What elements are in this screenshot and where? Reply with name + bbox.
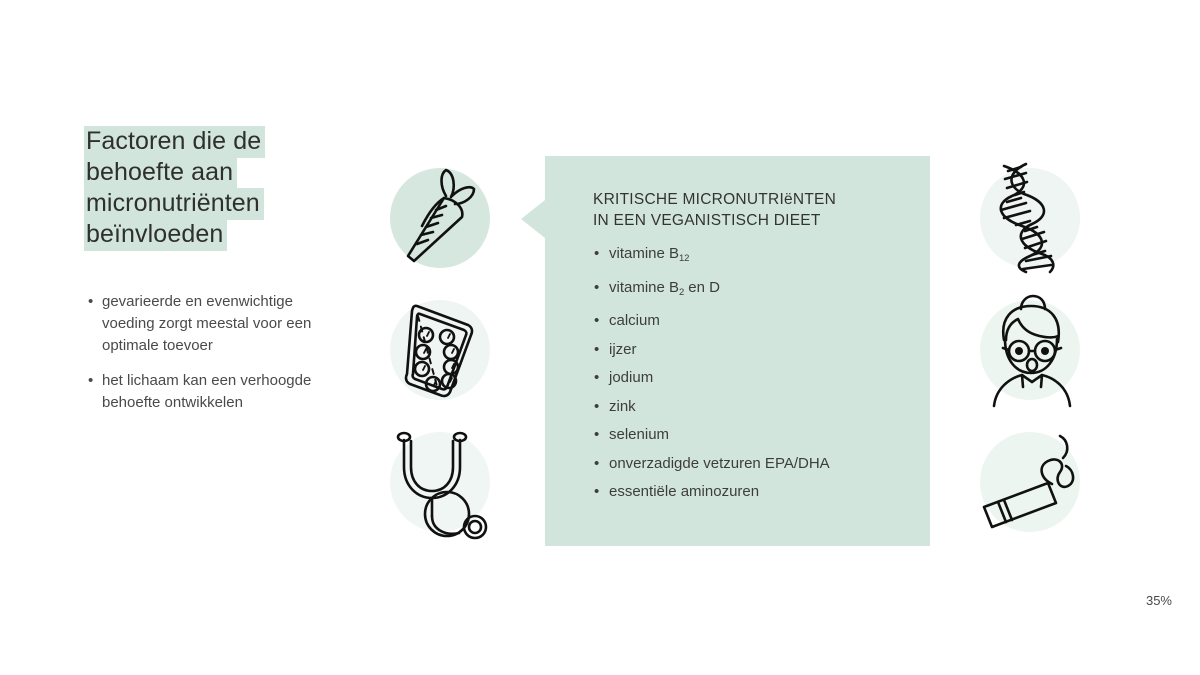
bullet-marker: • [594,426,600,443]
list-item-subscript: 12 [679,253,690,264]
bullet-marker: • [594,278,600,296]
title-line-2: behoefte aan [84,157,324,188]
bullet-marker: • [594,369,600,386]
pills-blister-icon-art [384,292,496,408]
pills-blister-icon [390,300,490,400]
list-item [593,397,913,417]
list-item-label: het lichaam kan een verhoogde behoefte ontwikkelen [102,372,312,411]
list-item-label: vitamine B [609,245,680,262]
carrot-icon [390,168,490,268]
panel-heading-line-2: IN EEN VEGANISTISCH DIEET [593,212,821,229]
list-item-label: jodium [609,369,654,386]
list-item-label: zink [609,397,636,415]
list-item [86,291,316,357]
bullet-marker: • [594,397,600,415]
cigarette-smoke-icon-art [974,424,1086,540]
dna-helix-icon-art [974,160,1086,276]
list-item-label: essentiële aminozuren [609,483,760,500]
title-line-1: Factoren die de [84,126,324,157]
elderly-woman-icon [980,300,1080,400]
bullet-marker: • [88,372,94,389]
micronutrient-list [593,244,913,511]
list-item [593,368,913,388]
cigarette-smoke-icon [980,432,1080,532]
bullet-marker: • [594,340,600,358]
panel-pointer-arrow [521,200,545,238]
stethoscope-icon [390,432,490,532]
list-item [593,340,913,360]
elderly-woman-icon-art [974,292,1086,408]
list-item-label: selenium [609,426,670,443]
list-item [593,244,913,269]
list-item-subscript: 2 [679,286,685,298]
left-content-column [84,126,324,411]
list-item-suffix: en D [684,278,720,296]
list-item-label: gevarieerde en evenwichtige voeding zorgt meestal voor een optimale toevoer [102,293,312,354]
critical-micronutrients-panel [545,156,930,546]
list-item [86,370,316,414]
list-item [593,454,913,474]
list-item [593,311,913,331]
list-item-label: ijzer [609,340,637,358]
page-title [84,126,324,250]
list-item-label: onverzadigde vetzuren EPA/DHA [609,454,830,472]
list-item [593,482,913,502]
list-item [593,278,913,303]
stethoscope-icon-art [384,424,496,540]
dna-helix-icon [980,168,1080,268]
bullet-marker: • [88,293,94,310]
bullet-marker: • [594,245,600,262]
bullet-marker: • [594,312,600,329]
left-bullet-list [86,291,316,427]
list-item-label: vitamine B [609,278,680,296]
panel-heading [593,189,903,231]
list-item-label: calcium [609,312,660,329]
title-line-3: micronutriënten [84,188,324,219]
bullet-marker: • [594,483,600,500]
title-line-4: beïnvloeden [84,219,324,250]
carrot-icon-art [384,160,496,276]
panel-heading-line-1: KRITISCHE MICRONUTRIëNTEN [593,191,837,208]
list-item [593,425,913,445]
progress-percentage: 35% [1145,593,1172,608]
bullet-marker: • [594,454,600,472]
